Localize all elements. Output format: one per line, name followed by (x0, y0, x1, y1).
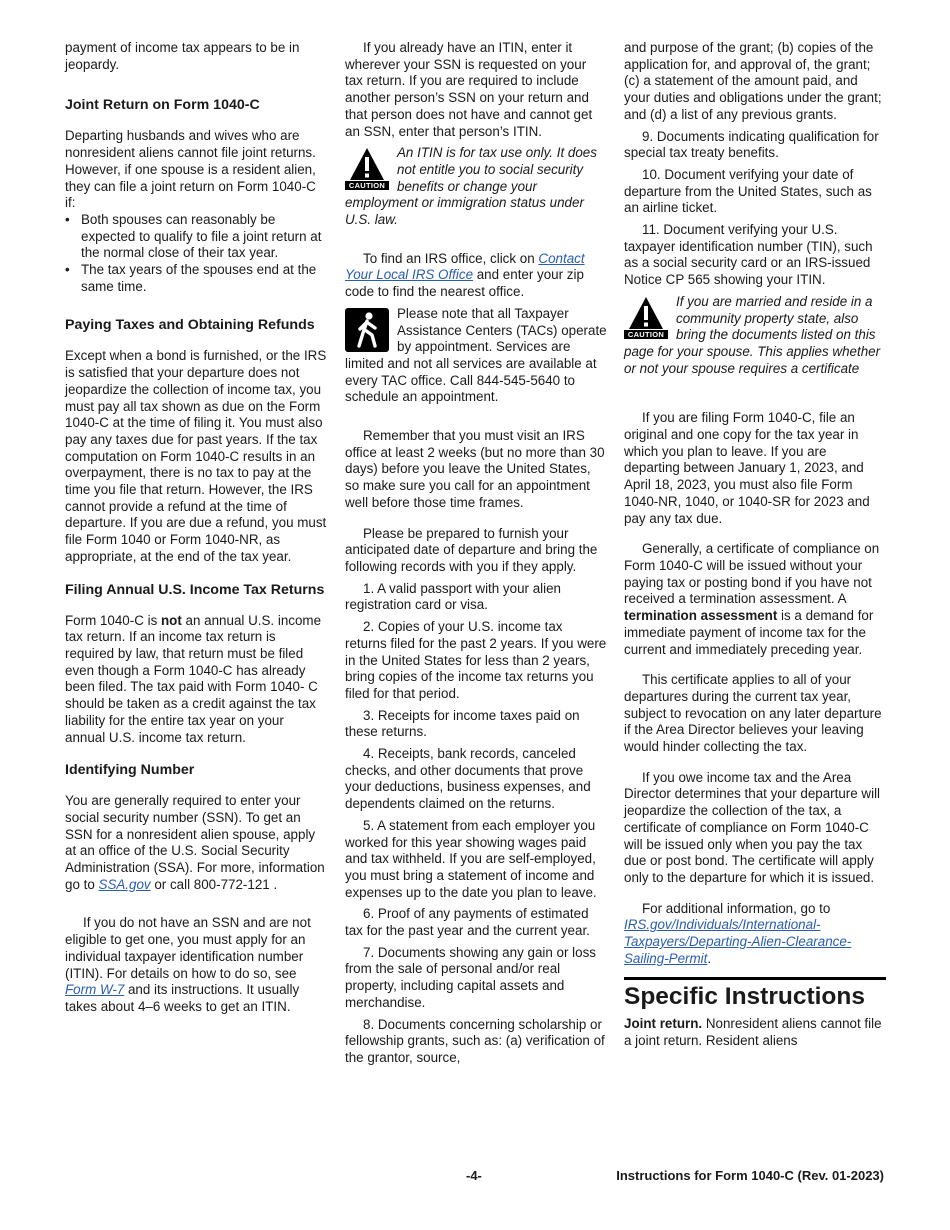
paragraph-be-prepared: Please be prepared to furnish your anticipated date of departure and bring the following records with you if they apply. (345, 525, 598, 574)
paragraph-filing-1040c: If you are filing Form 1040-C, file an original and one copy for the tax year in which you plan to leave. If you are departing between January 1, 2023, and April 18, 2023, you must also file Form 1040-NR, 1040, or 1040-SR for 2023 and pay any tax due. (624, 410, 870, 526)
list-item: 7. Documents showing any gain or loss from the sale of personal and/or real property, including capital assets and merchandise. (345, 944, 596, 1010)
paragraph-certificate: Generally, a certificate of compliance on Form 1040-C will be issued without your paying tax or posting bond if you have not received a termination assessment. A termination assessment is a demand for immediate payment of income tax for the current and immediately preceding year. (624, 541, 880, 657)
list-item: 9. Documents indicating qualification for special tax treaty benefits. (624, 128, 879, 161)
list-item: 1. A valid passport with your alien registration card or visa. (345, 580, 561, 613)
list-item: 4. Receipts, bank records, canceled checks, and other documents that prove your deductions, business expenses, and dependents claimed on the returns. (345, 746, 591, 812)
heading-specific-instructions: Specific Instructions (624, 977, 886, 1012)
bullet-icon: • (65, 262, 70, 278)
caution-note-spouse (624, 294, 886, 378)
column-2 (345, 40, 607, 1067)
label-joint-return: Joint return. (624, 1016, 703, 1032)
paragraph-filing-annual: Form 1040-C is not an annual U.S. income tax return. If an income tax return is required by law, that return must be filed even though a Form 1040-C has already been filed. The tax paid with Form 1040- C should be taken as a credit against the tax liability for the entire tax year on your annual U.S. income tax return. (65, 612, 322, 745)
heading-filing-annual: Filing Annual U.S. Income Tax Returns (65, 581, 325, 598)
column-3 (624, 40, 886, 1050)
bullet-text: Both spouses can reasonably be expected to qualify to file a joint return at the normal close of their tax year. (81, 211, 322, 261)
paragraph-paying-taxes: Except when a bond is furnished, or the IRS is satisfied that your departure does not jeopardize the collection of income tax, you must pay all tax shown as due on the Form 1040-C at the time of filing it. You must also pay any taxes due for past years. If the tax computation on Form 1040-C results in an overpayment, there is no tax to pay at the time you file that return. However, the IRS cannot provide a refund at the time of departure. If you are due a refund, you must file Form 1040 or Form 1040-NR, as appropriate, at the end of the tax year. (65, 348, 327, 564)
paragraph-find-office: To find an IRS office, click on Contact Your Local IRS Office and enter your zip code to find the nearest office. (345, 250, 585, 300)
bullet-text: The tax years of the spouses end at the same time. (81, 262, 317, 294)
list-item: 5. A statement from each employer you worked for this year showing wages paid and tax withheld. If you are self-employed, you must bring a statement of income and expenses up to the date you plan to leave. (345, 817, 597, 900)
paragraph-grant-continued: and purpose of the grant; (b) copies of the application for, and approval of, the grant; (c) a statement of the amount paid, and your duties and obligations under the grant; and (d) a list of any previous grants. (624, 40, 882, 122)
caution-icon (345, 147, 389, 193)
caution-text: An ITIN is for tax use only. It does not entitle you to social security benefits or change your employment or immigration status under U.S. law. (345, 145, 597, 228)
caution-icon (624, 296, 668, 342)
paragraph-jeopardy: payment of income tax appears to be in jeopardy. (65, 40, 300, 72)
caution-label: CAUTION (345, 181, 389, 190)
paragraph-itin-enter: If you already have an ITIN, enter it wherever your SSN is requested on your tax return. If you are required to include another person’s SSN on your return and that person does not have and cannot get an SSN, enter that person’s ITIN. (345, 40, 593, 139)
contact-local-irs-office-link[interactable]: Contact Your Local IRS Office (345, 250, 585, 283)
paragraph-joint-return: Departing husbands and wives who are nonresident aliens cannot file joint returns. However, if one spouse is a resident alien, they can file a joint return on Form 1040-C if: (65, 128, 316, 211)
bullet-icon: • (65, 211, 70, 227)
term-termination-assessment: termination assessment (624, 608, 778, 624)
paragraph-owe-tax: If you owe income tax and the Area Director determines that your departure will jeopardize the collection of the tax, a certificate of compliance on Form 1040-C will be issued only when you pay the tax due or post bond. The certificate will apply only to the departure for which it is issued. (624, 769, 881, 885)
list-item: 3. Receipts for income taxes paid on these returns. (345, 707, 580, 740)
paragraph-itin: If you do not have an SSN and are not eligible to get one, you must apply for an individual taxpayer identification number (ITIN). For details on how to do so, see Form W-7 and its instructions. It usually takes about 4–6 weeks to get an ITIN. (65, 915, 311, 1014)
caution-note-itin (345, 145, 607, 229)
heading-paying-taxes: Paying Taxes and Obtaining Refunds (65, 317, 315, 334)
footer-form-title: Instructions for Form 1040-C (Rev. 01-2023) (616, 1168, 884, 1183)
paragraph-certificate-applies: This certificate applies to all of your departures during the current tax year, subject to revocation on any later departure if the Area Director believes your leaving would hinder collecting the tax. (624, 672, 882, 755)
tac-text: Please note that all Taxpayer Assistance Centers (TACs) operate by appointment. Services are limited and not all services are available at every TAC office. Call 844-545-5640 to schedule an appointment. (345, 305, 607, 405)
tac-note (345, 306, 607, 406)
paragraph-remember: Remember that you must visit an IRS office at least 2 weeks (but no more than 30 days) before you leave the United States, so make sure you call for an appointment well before those time frames. (345, 428, 605, 510)
page-number: -4- (466, 1168, 482, 1183)
paragraph-joint-return-specific: Joint return. Nonresident aliens cannot file a joint return. Resident aliens (624, 1016, 882, 1049)
emphasis-not: not (161, 612, 182, 628)
ssa-gov-link[interactable]: SSA.gov (98, 876, 151, 892)
heading-joint-return: Joint Return on Form 1040-C (65, 97, 260, 114)
list-item: 8. Documents concerning scholarship or fellowship grants, such as: (a) verification of the grantor, source, (345, 1016, 605, 1065)
form-w7-link[interactable]: Form W-7 (65, 982, 125, 998)
list-item: 6. Proof of any payments of estimated tax for the past year and the current year. (345, 906, 590, 939)
paragraph-identifying-number: You are generally required to enter your social security number (SSN). To get an SSN for a nonresident alien spouse, apply at an office of the U.S. Social Security Administration (SSA). For more, information go to SSA.gov or call 800-772-121 . (65, 793, 325, 892)
list-item: 11. Document verifying your U.S. taxpayer identification number (TIN), such as a social security card or an IRS-issued Notice CP 565 showing your ITIN. (624, 222, 873, 288)
paragraph-additional-info: For additional information, go to IRS.gov/Individuals/International-Taxpayers/Departing-Alien-Clearance-Sailing-Permit. (624, 900, 852, 966)
column-1 (65, 40, 327, 1016)
caution-text: If you are married and reside in a community property state, also bring the documents listed on this page for your spouse. This applies whether or not your spouse requires a certificate (624, 293, 881, 376)
bullet-item (65, 262, 327, 295)
heading-identifying-number: Identifying Number (65, 762, 195, 779)
walking-person-icon (345, 308, 389, 352)
list-item: 10. Document verifying your date of departure from the United States, such as an airline ticket. (624, 166, 872, 216)
bullet-item (65, 212, 327, 262)
departing-alien-clearance-link[interactable]: IRS.gov/Individuals/International-Taxpayers/Departing-Alien-Clearance-Sailing-Permit (624, 917, 852, 966)
caution-label: CAUTION (624, 330, 668, 339)
list-item: 2. Copies of your U.S. income tax returns filed for the past 2 years. If you were in the United States for less than 2 years, bring copies of the income tax returns you filed for that period. (345, 619, 607, 701)
